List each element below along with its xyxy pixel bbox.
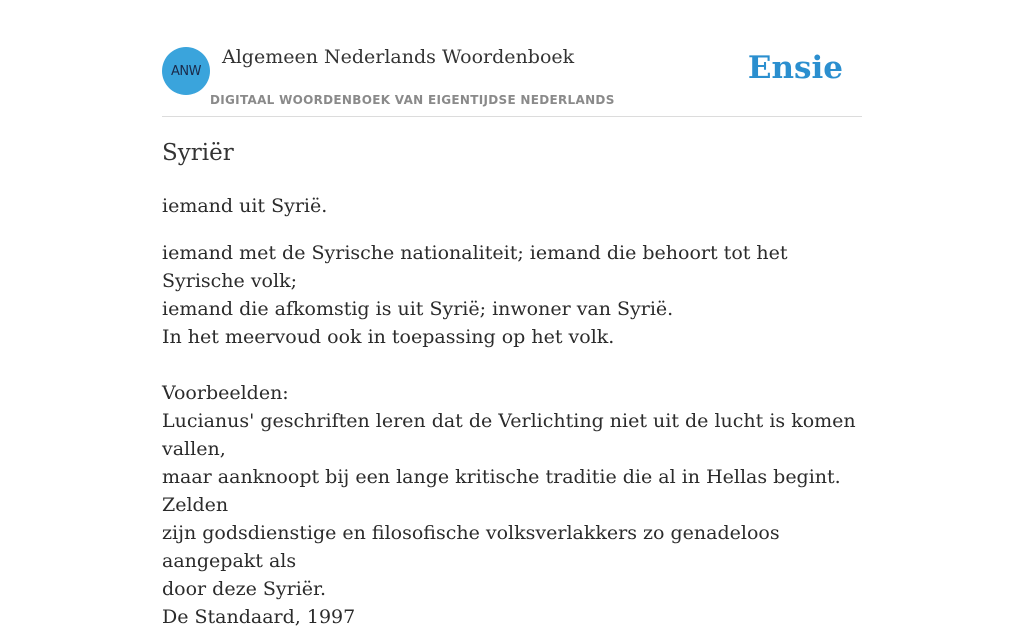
site-title[interactable]: Algemeen Nederlands Woordenboek <box>222 46 575 68</box>
long-definition <box>162 239 862 631</box>
example-line: Lucianus' geschriften leren dat de Verlichting niet uit de lucht is komen vallen, <box>162 410 856 460</box>
site-subtitle: DIGITAAL WOORDENBOEK VAN EIGENTIJDSE NEDERLANDS <box>210 93 615 107</box>
page-container <box>162 0 862 628</box>
definition-line: iemand die afkomstig is uit Syrië; inwoner van Syrië. <box>162 298 674 320</box>
example-line: zijn godsdienstige en filosofische volksverlakkers zo genadeloos aangepakt als <box>162 522 780 572</box>
site-header <box>162 0 862 117</box>
entry-headword: Syriër <box>162 140 234 166</box>
short-definition: iemand uit Syrië. <box>162 195 328 217</box>
example-source: De Standaard, 1997 <box>162 606 356 628</box>
plural-note: In het meervoud ook in toepassing op het volk. <box>162 326 615 348</box>
paragraph-gap <box>162 351 862 379</box>
anw-logo[interactable] <box>162 47 210 95</box>
ensie-brand-link[interactable]: Ensie <box>747 50 843 86</box>
example-line: maar aanknoopt bij een lange kritische traditie die al in Hellas begint. Zelden <box>162 466 841 516</box>
example-line: door deze Syriër. <box>162 578 327 600</box>
definition-line: iemand met de Syrische nationaliteit; iemand die behoort tot het Syrische volk; <box>162 242 788 292</box>
examples-label: Voorbeelden: <box>162 382 289 404</box>
anw-logo-text: ANW <box>171 63 201 79</box>
